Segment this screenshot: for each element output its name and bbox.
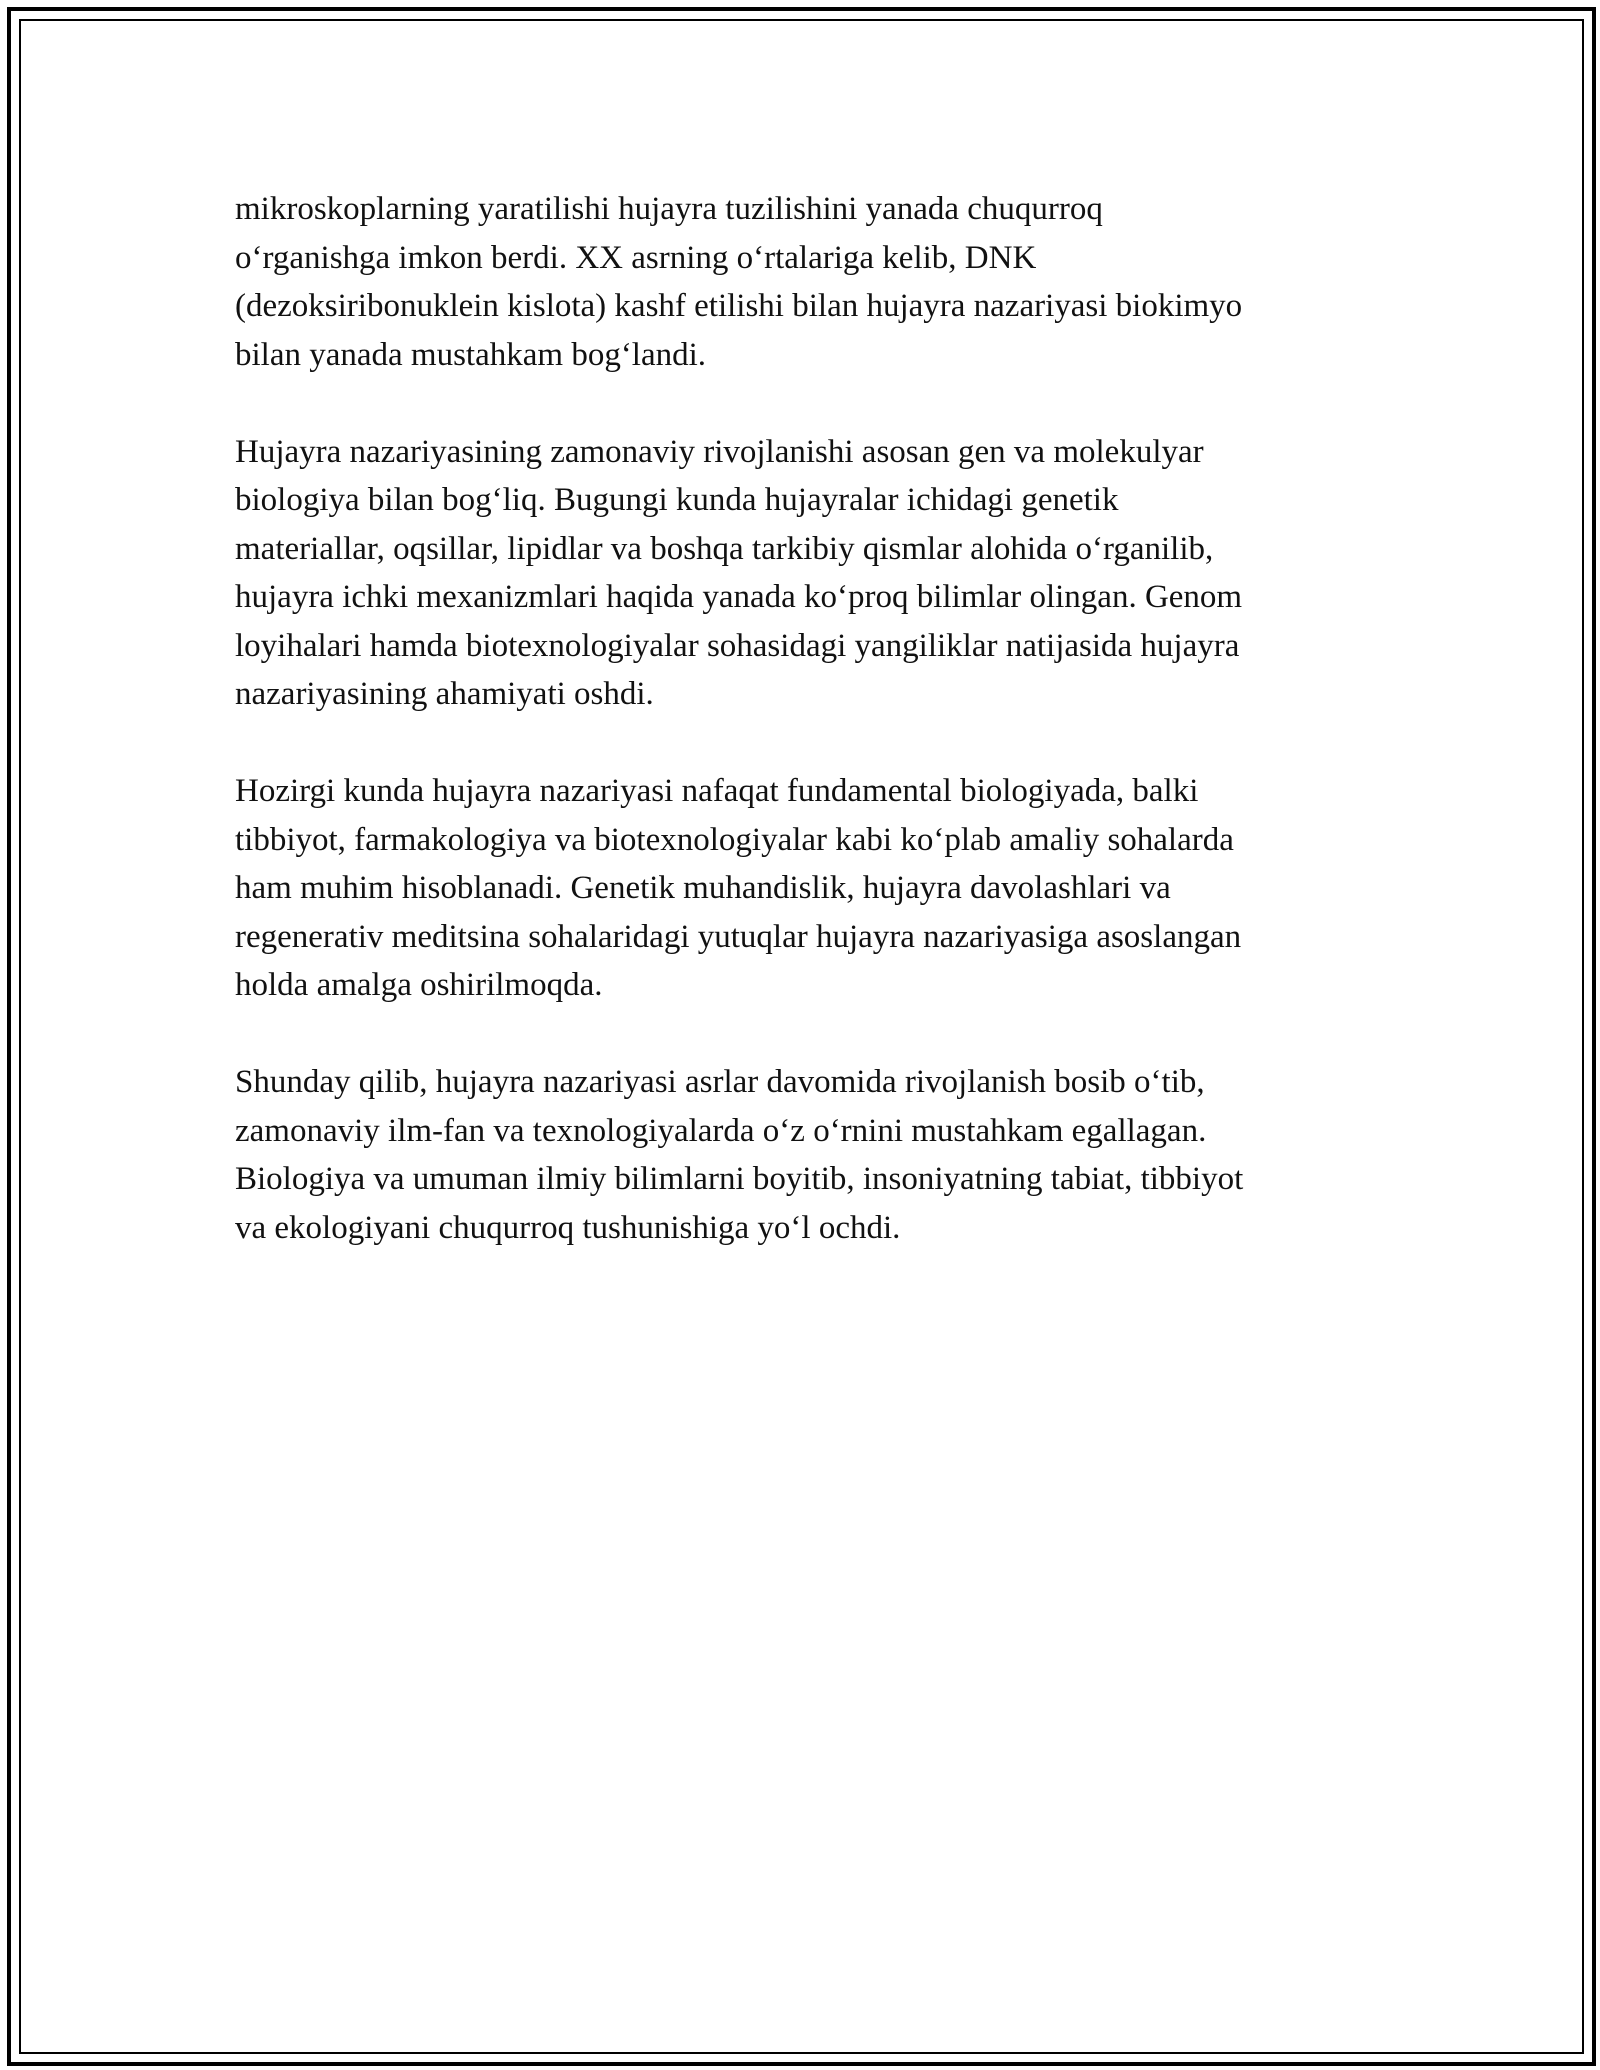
paragraph-line: Shunday qilib, hujayra nazariyasi asrlar davomida rivojlanish bosib o‘tib, (235, 1064, 1205, 1100)
document-body (235, 185, 1365, 1301)
paragraph-line: regenerativ meditsina sohalaridagi yutuqlar hujayra nazariyasiga asoslangan (235, 918, 1242, 955)
paragraph-3 (235, 767, 1365, 1010)
paragraph-line: va ekologiyani chuqurroq tushunishiga yo‘l ochdi. (235, 1209, 901, 1246)
paragraph-1 (235, 185, 1365, 379)
paragraph-line: loyihalari hamda biotexnologiyalar sohasidagi yangiliklar natijasida hujayra (235, 627, 1240, 664)
paragraph-line: bilan yanada mustahkam bog‘landi. (235, 336, 707, 373)
paragraph-line: (dezoksiribonuklein kislota) kashf etilishi bilan hujayra nazariyasi biokimyo (235, 288, 1243, 324)
paragraph-line: o‘rganishga imkon berdi. XX asrning o‘rtalariga kelib, DNK (235, 239, 1037, 276)
paragraph-2 (235, 428, 1365, 719)
paragraph-line: materiallar, oqsillar, lipidlar va boshqa tarkibiy qismlar alohida o‘rganilib, (235, 530, 1214, 567)
paragraph-line: ham muhim hisoblanadi. Genetik muhandislik, hujayra davolashlari va (235, 870, 1171, 906)
paragraph-line: Biologiya va umuman ilmiy bilimlarni boyitib, insoniyatning tabiat, tibbiyot (235, 1161, 1244, 1197)
paragraph-line: nazariyasining ahamiyati oshdi. (235, 676, 654, 712)
paragraph-line: hujayra ichki mexanizmlari haqida yanada ko‘proq bilimlar olingan. Genom (235, 579, 1243, 615)
paragraph-line: mikroskoplarning yaratilishi hujayra tuzilishini yanada chuqurroq (235, 191, 1103, 227)
paragraph-4 (235, 1058, 1365, 1252)
paragraph-line: tibbiyot, farmakologiya va biotexnologiyalar kabi ko‘plab amaliy sohalarda (235, 821, 1234, 858)
paragraph-line: biologiya bilan bog‘liq. Bugungi kunda hujayralar ichidagi genetik (235, 482, 1119, 518)
paragraph-line: Hozirgi kunda hujayra nazariyasi nafaqat fundamental biologiyada, balki (235, 773, 1199, 809)
paragraph-line: zamonaviy ilm-fan va texnologiyalarda o‘z o‘rnini mustahkam egallagan. (235, 1112, 1207, 1149)
paragraph-line: Hujayra nazariyasining zamonaviy rivojlanishi asosan gen va molekulyar (235, 433, 1204, 470)
paragraph-line: holda amalga oshirilmoqda. (235, 967, 603, 1003)
